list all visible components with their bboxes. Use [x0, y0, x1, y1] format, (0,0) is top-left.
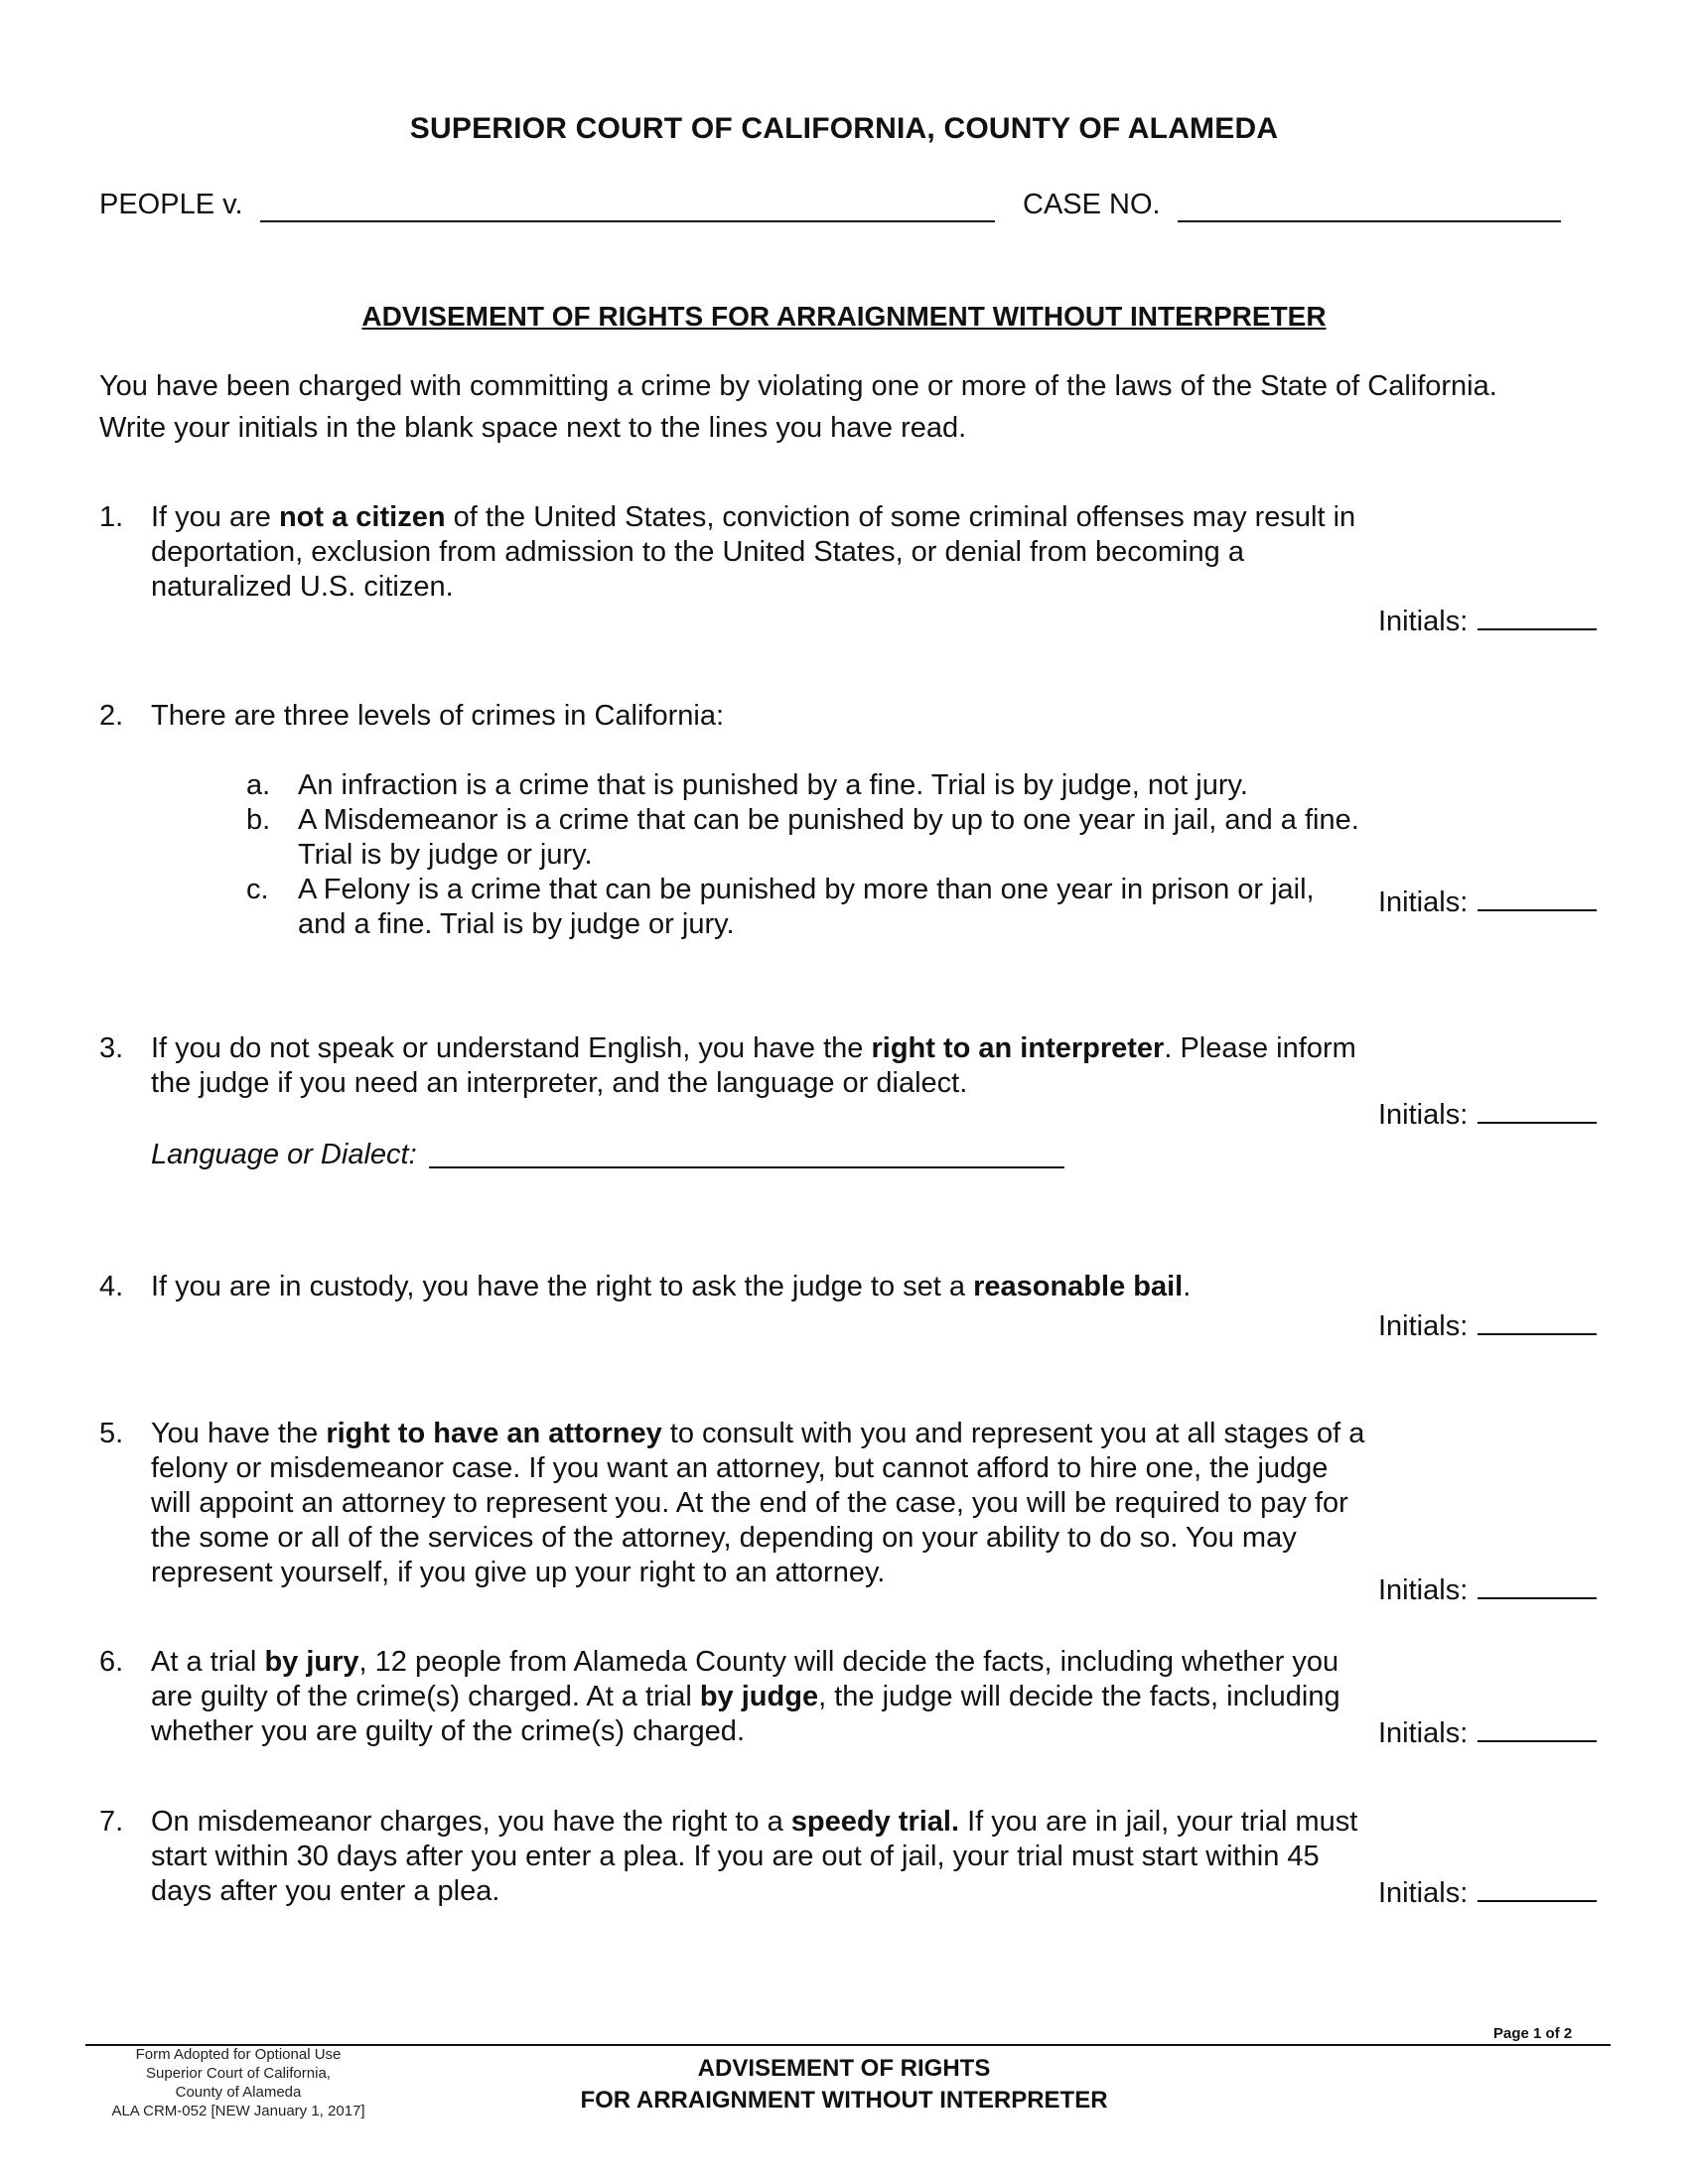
item-text: If you are not a citizen of the United States, conviction of some criminal offenses may result in deportation, exclusion from admission to the United States, or denial from becoming a naturalized U.S. citizen.	[151, 501, 1356, 603]
initials-label: Initials:	[1378, 1574, 1469, 1606]
initials-blank[interactable]	[1477, 607, 1597, 630]
advisement-item-4	[99, 1270, 1370, 1309]
item-number: 1.	[99, 501, 124, 533]
people-label: PEOPLE v.	[99, 189, 243, 220]
item-number: 6.	[99, 1646, 124, 1678]
initials-item-5[interactable]	[1378, 1574, 1597, 1607]
item-text: On misdemeanor charges, you have the right to a speedy trial. If you are in jail, your trial must start within 30 days after you enter a plea. If you are out of jail, your trial must start within 45 days after you enter a plea.	[151, 1806, 1358, 1907]
intro-instruction: Write your initials in the blank space next to the lines you have read.	[99, 412, 967, 444]
initials-label: Initials:	[1378, 1717, 1469, 1749]
item-text: There are three levels of crimes in California:	[151, 700, 725, 732]
initials-item-7[interactable]	[1378, 1877, 1597, 1910]
item-text: If you do not speak or understand English, you have the right to an interpreter. Please inform the judge if you need an interpreter, and the language or dialect.	[151, 1032, 1356, 1099]
advisement-item-1	[99, 500, 1370, 610]
page-number: Page 1 of 2	[1493, 2025, 1573, 2042]
advisement-item-3	[99, 1031, 1370, 1111]
defendant-name-field[interactable]	[260, 220, 995, 222]
initials-item-4[interactable]	[1378, 1310, 1597, 1343]
item-number: 2.	[99, 700, 124, 732]
document-title: ADVISEMENT OF RIGHTS FOR ARRAIGNMENT WITHOUT INTERPRETER	[361, 301, 1327, 332]
language-dialect-field[interactable]	[429, 1166, 1064, 1168]
case-number-label: CASE NO.	[1023, 189, 1161, 220]
initials-blank[interactable]	[1477, 1575, 1597, 1599]
item-number: 3.	[99, 1032, 124, 1064]
initials-item-6[interactable]	[1378, 1717, 1597, 1750]
advisement-item-2: 2. There are three levels of crimes in California: a. An infraction is a crime that is punished by a fine. Trial is by judge, not jury. b. A Misdemeanor is a crime that can be punished by up to one year in jail, and a fine. Trial is by judge or jury. c. A Felony is a crime that can be punished by more than one year in prison or jail, and a fine. Trial is by judge or jury.	[99, 699, 1370, 937]
advisement-item-6	[99, 1645, 1370, 1754]
initials-label: Initials:	[1378, 887, 1469, 918]
initials-label: Initials:	[1378, 1099, 1469, 1131]
form-info: Form Adopted for Optional Use Superior Court of California, County of Alameda ALA CRM-052 [NEW January 1, 2017]	[111, 2046, 365, 2119]
item-number: 7.	[99, 1806, 124, 1838]
intro-statement: You have been charged with committing a crime by violating one or more of the laws of the State of California.	[99, 370, 1497, 402]
initials-item-2[interactable]	[1378, 887, 1597, 919]
initials-blank[interactable]	[1477, 1718, 1597, 1742]
case-number-field[interactable]	[1178, 220, 1561, 222]
item-number: 5.	[99, 1418, 124, 1449]
initials-label: Initials:	[1378, 1877, 1469, 1909]
item-text: At a trial by jury, 12 people from Alameda County will decide the facts, including whether you are guilty of the crime(s) charged. At a trial by judge, the judge will decide the facts, including whether you are guilty of the crime(s) charged.	[151, 1646, 1340, 1747]
initials-blank[interactable]	[1477, 1100, 1597, 1124]
advisement-item-5	[99, 1417, 1370, 1595]
item-number: 4.	[99, 1271, 124, 1302]
initials-blank[interactable]	[1477, 1878, 1597, 1902]
item-text: If you are in custody, you have the right to ask the judge to set a reasonable bail.	[151, 1271, 1192, 1302]
initials-item-3[interactable]	[1378, 1099, 1597, 1132]
initials-blank[interactable]	[1477, 1311, 1597, 1335]
language-dialect-label: Language or Dialect:	[151, 1139, 417, 1170]
item-text: You have the right to have an attorney to consult with you and represent you at all stages of a felony or misdemeanor case. If you want an attorney, but cannot afford to hire one, the judge will appoint an attorney to represent you. At the end of the case, you will be required to pay for the some or all of the services of the attorney, depending on your ability to do so. You may represent yourself, if you give up your right to an attorney.	[151, 1418, 1365, 1588]
initials-item-1[interactable]	[1378, 606, 1597, 638]
advisement-item-7	[99, 1805, 1370, 1914]
court-title: SUPERIOR COURT OF CALIFORNIA, COUNTY OF ALAMEDA	[409, 112, 1279, 145]
initials-label: Initials:	[1378, 606, 1469, 637]
initials-blank[interactable]	[1477, 887, 1597, 911]
initials-label: Initials:	[1378, 1310, 1469, 1342]
footer-title: ADVISEMENT OF RIGHTS FOR ARRAIGNMENT WITHOUT INTERPRETER	[580, 2055, 1108, 2114]
